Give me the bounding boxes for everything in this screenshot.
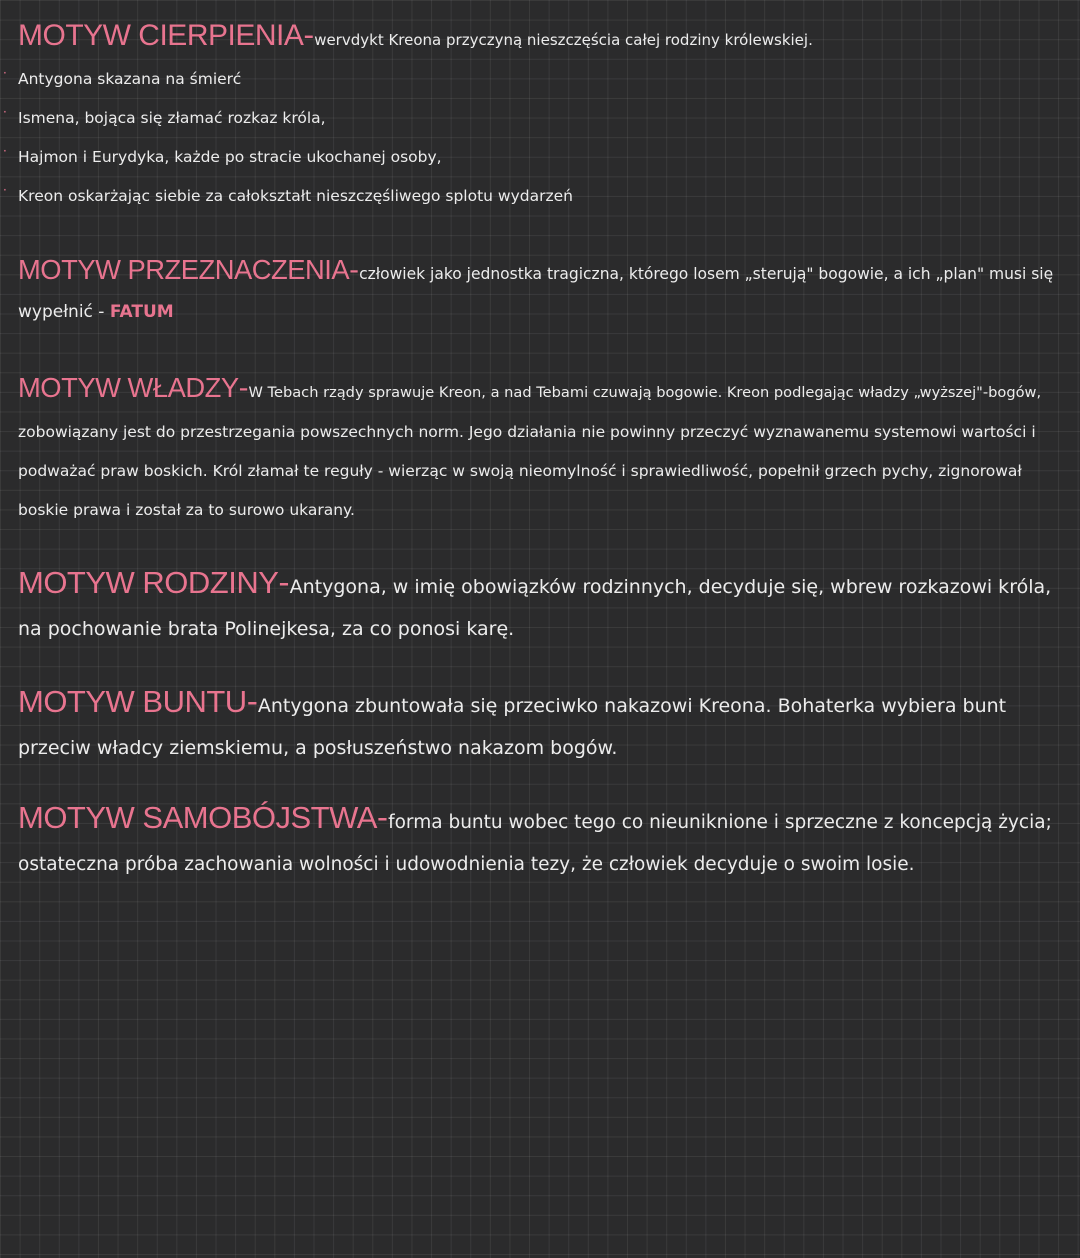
motif-text: człowiek jako jednostka tragiczna, którego losem „sterują" bogowie, a ich „plan" musi się (359, 265, 1054, 283)
motif-text: podważać praw boskich. Król złamał te reguły - wierząc w swoją nieomylność i sprawiedliwość, popełnił grzech pychy, zignorował (18, 462, 1022, 480)
body-line (18, 843, 1068, 887)
motif-text: Antygona zbuntowała się przeciwko nakazowi Kreona. Bohaterka wybiera bunt (257, 695, 1007, 717)
motif-text: boskie prawa i został za to surowo ukarany. (18, 501, 355, 519)
motif-title: MOTYW WŁADZY (18, 372, 239, 403)
body-line (18, 607, 1068, 651)
motif-intro: wervdykt Kreona przyczyną nieszczęścia całej rodziny królewskiej. (314, 31, 813, 49)
motif-text: forma buntu wobec tego co nieuniknione i sprzeczne z koncepcją życia; (388, 812, 1052, 833)
title-dash: - (278, 565, 290, 601)
title-dash: - (238, 373, 249, 404)
title-dash: - (349, 255, 360, 286)
motif-text: na pochowanie brata Polinejkesa, za co ponosi karę. (18, 618, 515, 640)
body-line (18, 294, 1068, 330)
section-motyw-rodziny (18, 563, 1068, 651)
body-line (18, 491, 1068, 530)
motif-text: ostateczna próba zachowania wolności i udowodnienia tezy, że człowiek decyduje o swoim losie. (18, 854, 915, 875)
motif-title: MOTYW RODZINY (18, 565, 279, 600)
body-line (18, 726, 1068, 770)
section-motyw-wladzy (18, 368, 1068, 530)
section-motyw-samobojstwa (18, 798, 1068, 887)
motif-text: Antygona, w imię obowiązków rodzinnych, decyduje się, wbrew rozkazowi króla, (289, 576, 1052, 598)
section-heading-line (18, 250, 1068, 294)
section-motyw-przeznaczenia (18, 250, 1068, 330)
body-line (18, 413, 1068, 452)
bullet-text: Hajmon i Eurydyka, każde po stracie ukochanej osoby, (18, 148, 442, 166)
title-dash: - (376, 800, 389, 836)
motif-text: zobowiązany jest do przestrzegania powszechnych norm. Jego działania nie powinny przeczyć wyznawanemu systemowi wartości i (18, 423, 1036, 441)
bullet-dot-icon: · (3, 105, 7, 119)
motif-title: MOTYW BUNTU (18, 684, 247, 719)
bullet-dot-icon: · (3, 66, 7, 80)
section-heading-line (18, 16, 1068, 60)
section-heading-line (18, 798, 1068, 843)
bullet-item (3, 60, 1068, 99)
motif-title: MOTYW PRZEZNACZENIA (18, 254, 350, 285)
bullet-dot-icon: · (3, 183, 7, 197)
title-dash: - (246, 684, 258, 720)
section-motyw-buntu (18, 682, 1068, 770)
bullet-text: Kreon oskarżając siebie za całokształt nieszczęśliwego splotu wydarzeń (18, 187, 573, 205)
bullet-text: Ismena, bojąca się złamać rozkaz króla, (18, 109, 326, 127)
motif-text: wypełnić - (18, 302, 105, 322)
bullet-text: Antygona skazana na śmierć (18, 70, 242, 88)
fatum-keyword: FATUM (109, 302, 174, 322)
bullet-item (3, 177, 1068, 216)
bullet-item (3, 138, 1068, 177)
motif-text: W Tebach rządy sprawuje Kreon, a nad Tebami czuwają bogowie. Kreon podlegając władzy „wyższej"-bogów, (248, 384, 1042, 401)
bullet-item (3, 99, 1068, 138)
title-dash: - (303, 18, 315, 53)
motif-text: przeciw władcy ziemskiemu, a posłuszeństwo nakazom bogów. (18, 737, 618, 759)
body-line (18, 452, 1068, 491)
motif-title: MOTYW SAMOBÓJSTWA (18, 800, 377, 835)
motif-title: MOTYW CIERPIENIA (18, 19, 304, 52)
section-heading-line (18, 368, 1068, 413)
section-motyw-cierpienia (3, 16, 1068, 216)
section-heading-line (18, 563, 1068, 607)
bullet-dot-icon: · (3, 144, 7, 158)
section-heading-line (18, 682, 1068, 726)
